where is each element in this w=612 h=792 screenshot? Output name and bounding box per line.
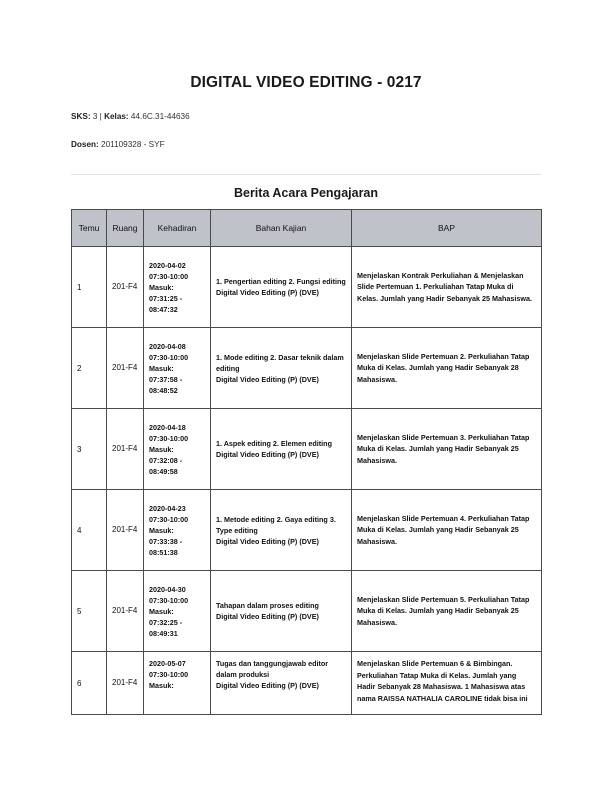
dosen-label: Dosen: (71, 140, 99, 149)
col-bap: BAP (352, 210, 542, 247)
divider (71, 174, 541, 175)
sks-label: SKS: (71, 112, 91, 121)
lecturer-line (71, 140, 165, 149)
ruang-cell: 201-F4 (107, 247, 144, 328)
temu-cell: 4 (72, 490, 107, 571)
section-title: Berita Acara Pengajaran (233, 186, 379, 200)
col-kehadiran: Kehadiran (144, 210, 211, 247)
col-temu: Temu (72, 210, 107, 247)
table-row (72, 571, 542, 652)
col-ruang: Ruang (107, 210, 144, 247)
bahan-kajian-cell: 1. Pengertian editing 2. Fungsi editing Digital Video Editing (P) (DVE) (211, 247, 352, 328)
table-row (72, 328, 542, 409)
ruang-cell: 201-F4 (107, 490, 144, 571)
col-bahan-kajian: Bahan Kajian (211, 210, 352, 247)
table-row (72, 652, 542, 715)
kelas-label: Kelas: (104, 112, 129, 121)
temu-cell: 6 (72, 652, 107, 715)
temu-cell: 3 (72, 409, 107, 490)
bap-cell: Menjelaskan Slide Pertemuan 2. Perkuliahan Tatap Muka di Kelas. Jumlah yang Hadir Sebanyak 28 Mahasiswa. (352, 328, 542, 409)
kelas-value: 44.6C.31-44636 (128, 112, 190, 121)
temu-cell: 5 (72, 571, 107, 652)
kehadiran-cell: 2020-04-08 07:30-10:00 Masuk: 07:37:58 - 08:48:52 (144, 328, 211, 409)
kehadiran-cell: 2020-04-18 07:30-10:00 Masuk: 07:32:08 - 08:49:58 (144, 409, 211, 490)
kehadiran-cell: 2020-04-23 07:30-10:00 Masuk: 07:33:38 - 08:51:38 (144, 490, 211, 571)
bap-cell: Menjelaskan Slide Pertemuan 3. Perkuliahan Tatap Muka di Kelas. Jumlah yang Hadir Sebanyak 25 Mahasiswa. (352, 409, 542, 490)
ruang-cell: 201-F4 (107, 328, 144, 409)
kehadiran-cell: 2020-04-02 07:30-10:00 Masuk: 07:31:25 - 08:47:32 (144, 247, 211, 328)
ruang-cell: 201-F4 (107, 409, 144, 490)
bap-cell: Menjelaskan Kontrak Perkuliahan & Menjelaskan Slide Pertemuan 1. Perkuliahan Tatap Muka di Kelas. Jumlah yang Hadir Sebanyak 25 Mahasiswa. (352, 247, 542, 328)
table-row (72, 247, 542, 328)
kehadiran-cell: 2020-04-30 07:30-10:00 Masuk: 07:32:25 - 08:49:31 (144, 571, 211, 652)
dosen-value: 201109328 - SYF (98, 140, 165, 149)
teaching-log-table (71, 209, 542, 715)
temu-cell: 1 (72, 247, 107, 328)
bap-cell: Menjelaskan Slide Pertemuan 6 & Bimbingan. Perkuliahan Tatap Muka di Kelas. Jumlah yang Hadir Sebanyak 28 Mahasiswa. 1 Mahasiswa atas nama RAISSA NATHALIA CAROLINE tidak bisa ini (352, 652, 542, 715)
ruang-cell: 201-F4 (107, 652, 144, 715)
bahan-kajian-cell: 1. Mode editing 2. Dasar teknik dalam editing Digital Video Editing (P) (DVE) (211, 328, 352, 409)
sks-value: 3 | (90, 112, 105, 121)
temu-cell: 2 (72, 328, 107, 409)
bap-cell: Menjelaskan Slide Pertemuan 4. Perkuliahan Tatap Muka di Kelas. Jumlah yang Hadir Sebanyak 25 Mahasiswa. (352, 490, 542, 571)
document-title: DIGITAL VIDEO EDITING - 0217 (190, 74, 422, 91)
ruang-cell: 201-F4 (107, 571, 144, 652)
course-meta-line (71, 112, 190, 121)
kehadiran-cell: 2020-05-07 07:30-10:00 Masuk: (144, 652, 211, 715)
table-row (72, 490, 542, 571)
table-header-row (72, 210, 542, 247)
table-row (72, 409, 542, 490)
bahan-kajian-cell: 1. Metode editing 2. Gaya editing 3. Type editing Digital Video Editing (P) (DVE) (211, 490, 352, 571)
bahan-kajian-cell: Tugas dan tanggungjawab editor dalam produksi Digital Video Editing (P) (DVE) (211, 652, 352, 715)
bap-cell: Menjelaskan Slide Pertemuan 5. Perkuliahan Tatap Muka di Kelas. Jumlah yang Hadir Sebanyak 25 Mahasiswa. (352, 571, 542, 652)
bahan-kajian-cell: 1. Aspek editing 2. Elemen editing Digital Video Editing (P) (DVE) (211, 409, 352, 490)
bahan-kajian-cell: Tahapan dalam proses editing Digital Video Editing (P) (DVE) (211, 571, 352, 652)
